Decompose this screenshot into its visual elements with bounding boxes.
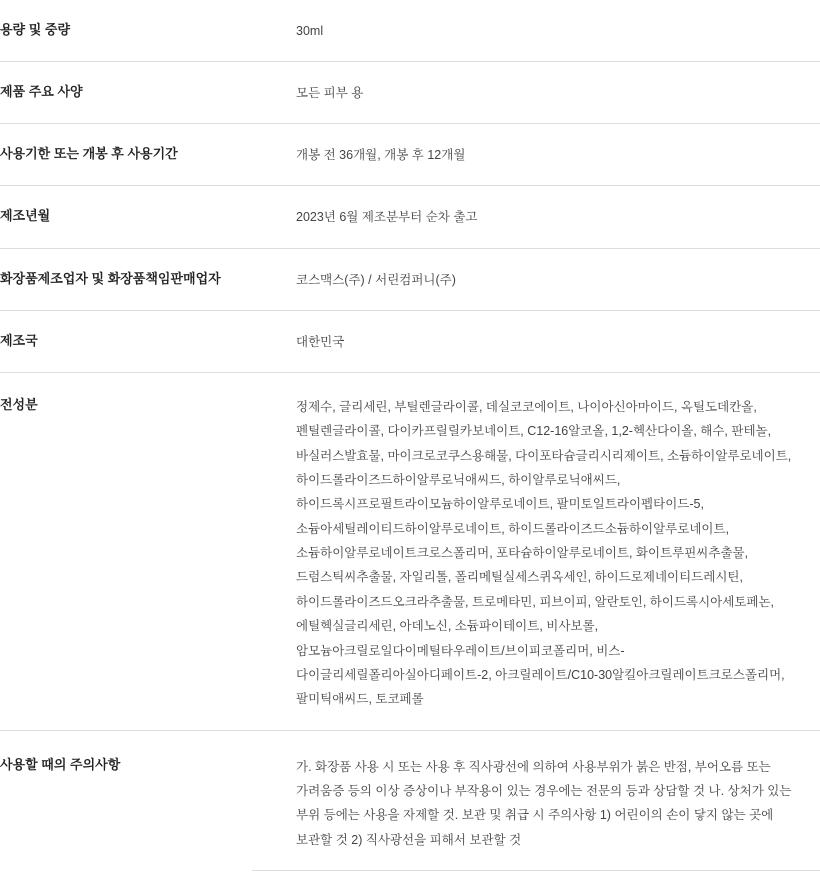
table-row: [0, 248, 820, 310]
spec-label-main-specification: 제품 주요 사양: [0, 61, 252, 120]
table-row: [0, 310, 820, 372]
spec-value-expiry: 개봉 전 36개월, 개봉 후 12개월: [252, 123, 820, 185]
spec-value-volume: 30ml: [296, 24, 324, 38]
spec-value-manufacturer: 코스맥스(주) / 서린컴퍼니(주): [252, 248, 820, 310]
table-row: [0, 372, 820, 730]
spec-value-manufacture-date: 2023년 6월 제조분부터 순차 출고: [252, 185, 820, 247]
table-row: [0, 0, 820, 61]
table-row: [0, 123, 820, 185]
spec-value-precautions: 가. 화장품 사용 시 또는 사용 후 직사광선에 의하여 사용부위가 붉은 반점, 부어오름 또는 가려움증 등의 이상 증상이나 부작용이 있는 경우에는 전문의 등과 상담할 것 나. 상처가 있는 부위 등에는 사용을 자제할 것. 보관 및 취급 시 주의사항 1) 어린이의 손이 닿지 않는 곳에 보관할 것 2) 직사광선을 피해서 보관할 것: [252, 730, 820, 871]
spec-label-volume: 용량 및 중량: [0, 22, 71, 37]
spec-value-ingredients: 정제수, 글리세린, 부틸렌글라이콜, 데실코코에이트, 나이아신아마이드, 옥틸도데칸올, 펜틸렌글라이콜, 다이카프릴릴카보네이트, C12-16알코올, 1,2-헥산다이올, 해수, 판테놀, 바실러스발효물, 마이크로코쿠스용해물, 다이포타슘글리시리제이트, 소듐하이알루로네이트, 하이드롤라이즈드하이알루로닉애씨드, 하이알루로닉애씨드, 하이드록시프로필트라이모늄하이알루로네이트, 팔미토일트라이펩타이드-5, 소듐아세틸레이티드하이알루로네이트, 하이드롤라이즈드소듐하이알루로네이트, 소듐하이알루로네이트크로스폴리머, 포타슘하이알루로네이트, 화이트루핀씨추출물, 드럼스틱씨추출물, 자일리톨, 폴리메틸실세스퀴옥세인, 하이드로제네이티드레시틴, 하이드롤라이즈드오크라추출물, 트로메타민, 피브이피, 알란토인, 하이드록시아세토페논, 에틸헥실글리세린, 아데노신, 소듐파이테이트, 비사보롤, 암모늄아크릴로일다이메틸타우레이트/브이피코폴리머, 비스-다이글리세릴폴리아실아디페이트-2, 아크릴레이트/C10-30알킬아크릴레이트크로스폴리머, 팔미틱애씨드, 토코페롤: [252, 372, 820, 730]
spec-value-main-specification: 모든 피부 용: [252, 61, 820, 123]
spec-label-manufacturer: 화장품제조업자 및 화장품책임판매업자: [0, 248, 252, 307]
table-bottom-divider: [252, 870, 820, 871]
spec-label-manufacture-date: 제조년월: [0, 185, 252, 244]
spec-label-country-of-origin: 제조국: [0, 310, 252, 369]
table-row: [0, 730, 820, 871]
spec-value-country-of-origin: 대한민국: [252, 310, 820, 372]
spec-label-expiry: 사용기한 또는 개봉 후 사용기간: [0, 123, 252, 182]
table-row: [0, 61, 820, 123]
spec-label-precautions: 사용할 때의 주의사항: [0, 730, 252, 793]
table-row: [0, 185, 820, 247]
spec-label-ingredients: 전성분: [0, 372, 252, 433]
